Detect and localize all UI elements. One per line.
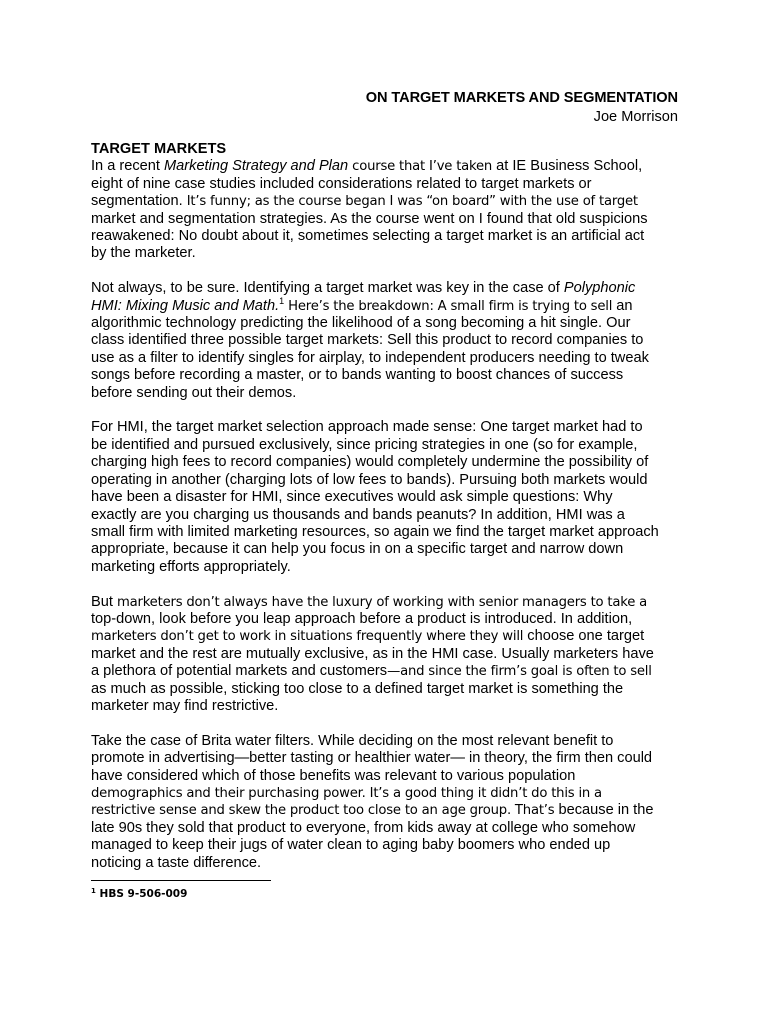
paragraph-4 — [91, 594, 691, 716]
paragraph-line: market and the rest are mutually exclusive, as in the HMI case. Usually marketers have — [91, 645, 654, 662]
paragraph-line — [91, 193, 691, 210]
text-run: an — [612, 297, 633, 314]
footnote-text: HBS 9-506-009 — [95, 888, 188, 900]
text-run: But — [91, 593, 117, 610]
text-run: course that I’ve taken — [348, 159, 493, 175]
text-run: a plethora of potential markets and customers — [91, 663, 388, 680]
text-run: —and since the firm’s goal is often to sell — [387, 664, 652, 680]
paragraph-line — [91, 594, 691, 611]
paragraph-line: demographics and their purchasing power. It’s a good thing it didn’t do this in a — [91, 785, 602, 801]
text-run: In a recent — [91, 158, 165, 175]
paragraph-line: For HMI, the target market selection approach made sense: One target market had to — [91, 419, 643, 436]
footnote-marker: 1 — [91, 887, 96, 895]
text-run: segmentation. — [91, 193, 187, 210]
paragraph-line — [91, 802, 691, 819]
paragraph-line: Take the case of Brita water filters. While deciding on the most relevant benefit to — [91, 732, 614, 749]
paragraph-1 — [91, 158, 691, 262]
paragraph-line: marketer may find restrictive. — [91, 697, 279, 714]
paragraph-line: managed to keep their jugs of water clean to aging baby boomers who ended up — [91, 837, 611, 854]
paragraph-3 — [91, 419, 691, 576]
text-run: because in the — [554, 802, 654, 819]
text-run: Not always, to be sure. Identifying a target market was key in the case of — [91, 280, 564, 297]
paragraph-line: operating in another (charging lots of low fees to bands). Pursuing both markets would — [91, 471, 648, 488]
text-run: choose one target — [523, 628, 645, 645]
paragraph-line: late 90s they sold that product to everyone, from kids away at college who somehow — [91, 819, 636, 836]
paragraph-line — [91, 158, 691, 175]
paragraph-2 — [91, 280, 691, 402]
paragraph-line: be identified and pursued exclusively, since pricing strategies in one (so for example, — [91, 436, 638, 453]
course-title: Marketing Strategy and Plan — [164, 158, 349, 175]
footnote-separator — [91, 880, 271, 881]
paragraph-line — [91, 280, 691, 297]
paragraph-5 — [91, 733, 691, 872]
paragraph-line: promote in advertising—better tasting or healthier water— in theory, the firm then could — [91, 750, 653, 767]
paragraph-line: use as a filter to identify singles for airplay, to independent producers needing to tweak — [91, 349, 649, 366]
text-run: at IE Business School, — [492, 158, 643, 175]
document-title: ON TARGET MARKETS AND SEGMENTATION — [365, 90, 678, 106]
paragraph-line: class identified three possible target markets: Sell this product to record companies to — [91, 332, 644, 349]
text-run: Here’s the breakdown: A small firm is trying to sell — [284, 298, 613, 314]
paragraph-line: top-down, look before you leap approach before a product is introduced. In addition, — [91, 610, 633, 627]
paragraph-line — [91, 295, 691, 315]
paragraph-line: reawakened: No doubt about it, sometimes selecting a target market is an artificial act — [91, 228, 645, 245]
paragraph-line: marketing efforts appropriately. — [91, 558, 291, 575]
paragraph-line: noticing a taste difference. — [91, 854, 262, 871]
text-run: restrictive sense and skew the product too close to an age group. That’s — [91, 803, 555, 819]
paragraph-line — [91, 663, 691, 680]
text-run: It’s funny; as the course began I was “on board” with the use of target — [186, 194, 638, 210]
paragraph-line: eight of nine case studies included considerations related to target markets or — [91, 175, 592, 192]
paragraph-line: algorithmic technology predicting the likelihood of a song becoming a hit single. Our — [91, 315, 631, 332]
paragraph-line: appropriate, because it can help you focus in on a specific target and narrow down — [91, 541, 624, 558]
paragraph-line — [91, 628, 691, 645]
case-title: Polyphonic — [563, 280, 636, 297]
paragraph-line: as much as possible, sticking too close to a defined target market is something the — [91, 680, 624, 697]
document-author: Joe Morrison — [593, 109, 678, 125]
text-run: marketers don’t get to work in situations frequently where they will — [91, 629, 524, 645]
document-body — [91, 141, 691, 889]
paragraph-line: before sending out their demos. — [91, 384, 297, 401]
footnote-reference[interactable]: 1 — [279, 295, 285, 306]
paragraph-line: have been a disaster for HMI, since executives would ask simple questions: Why — [91, 489, 613, 506]
case-title: HMI: Mixing Music and Math. — [91, 297, 280, 314]
paragraph-line: songs before recording a master, or to bands wanting to boost chances of success — [91, 367, 624, 384]
paragraph-line: charging high fees to record companies) would completely undermine the possibility of — [91, 454, 649, 471]
footnote — [91, 887, 187, 901]
paragraph-line: by the marketer. — [91, 245, 196, 262]
text-run: marketers don’t always have the luxury of working with senior managers to take a — [116, 594, 648, 610]
section-heading: TARGET MARKETS — [91, 141, 227, 157]
paragraph-line: have considered which of those benefits was relevant to various population — [91, 767, 576, 784]
paragraph-line: market and segmentation strategies. As the course went on I found that old suspicions — [91, 210, 648, 227]
paragraph-line: small firm with limited marketing resources, so again we find the target market approach — [91, 523, 659, 540]
paragraph-line: exactly are you charging us thousands and bands peanuts? In addition, HMI was a — [91, 506, 625, 523]
